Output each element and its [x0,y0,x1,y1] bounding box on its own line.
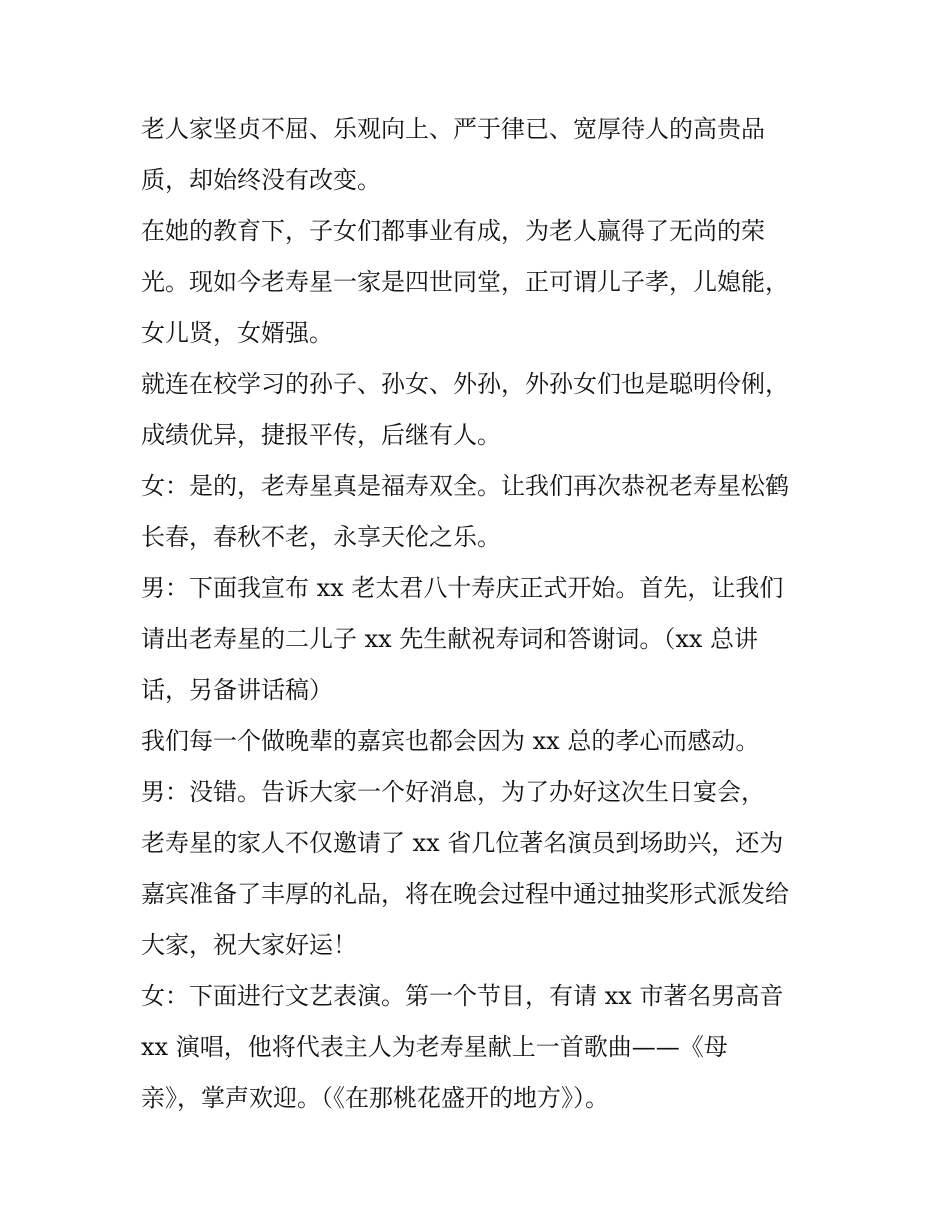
text-line: 女：是的，老寿星真是福寿双全。让我们再次恭祝老寿星松鹤 [141,472,789,500]
text-line: 嘉宾准备了丰厚的礼品，将在晚会过程中通过抽奖形式派发给 [141,880,789,908]
text-line: 男：没错。告诉大家一个好消息，为了办好这次生日宴会， [141,778,765,806]
text-line: 就连在校学习的孙子、孙女、外孙，外孙女们也是聪明伶俐， [141,370,789,398]
text-line: 大家，祝大家好运！ [141,931,357,959]
text-line: 女：下面进行文艺表演。第一个节目，有请 xx 市著名男高音 [141,982,784,1010]
text-line: 请出老寿星的二儿子 xx 先生献祝寿词和答谢词。（xx 总讲 [141,625,759,653]
text-line: 女儿贤，女婿强。 [141,319,333,347]
text-line: 老人家坚贞不屈、乐观向上、严于律已、宽厚待人的高贵品 [141,115,765,143]
text-line: 长春，春秋不老，永享天伦之乐。 [141,523,501,551]
text-line: 在她的教育下，子女们都事业有成，为老人赢得了无尚的荣 [141,217,765,245]
text-line: 我们每一个做晚辈的嘉宾也都会因为 xx 总的孝心而感动。 [141,727,760,755]
text-line: xx 演唱，他将代表主人为老寿星献上一首歌曲——《母 [141,1033,728,1061]
text-line: 光。现如今老寿星一家是四世同堂，正可谓儿子孝，儿媳能， [141,268,789,296]
text-line: 质，却始终没有改变。 [141,166,381,194]
text-line: 话，另备讲话稿） [141,676,333,704]
text-line: 男：下面我宣布 xx 老太君八十寿庆正式开始。首先，让我们 [141,574,784,602]
text-line: 成绩优异，捷报平传，后继有人。 [141,421,501,449]
text-line: 亲》，掌声欢迎。（《在那桃花盛开的地方》）。 [141,1084,609,1112]
document-body [141,104,821,1124]
text-line: 老寿星的家人不仅邀请了 xx 省几位著名演员到场助兴，还为 [141,829,784,857]
